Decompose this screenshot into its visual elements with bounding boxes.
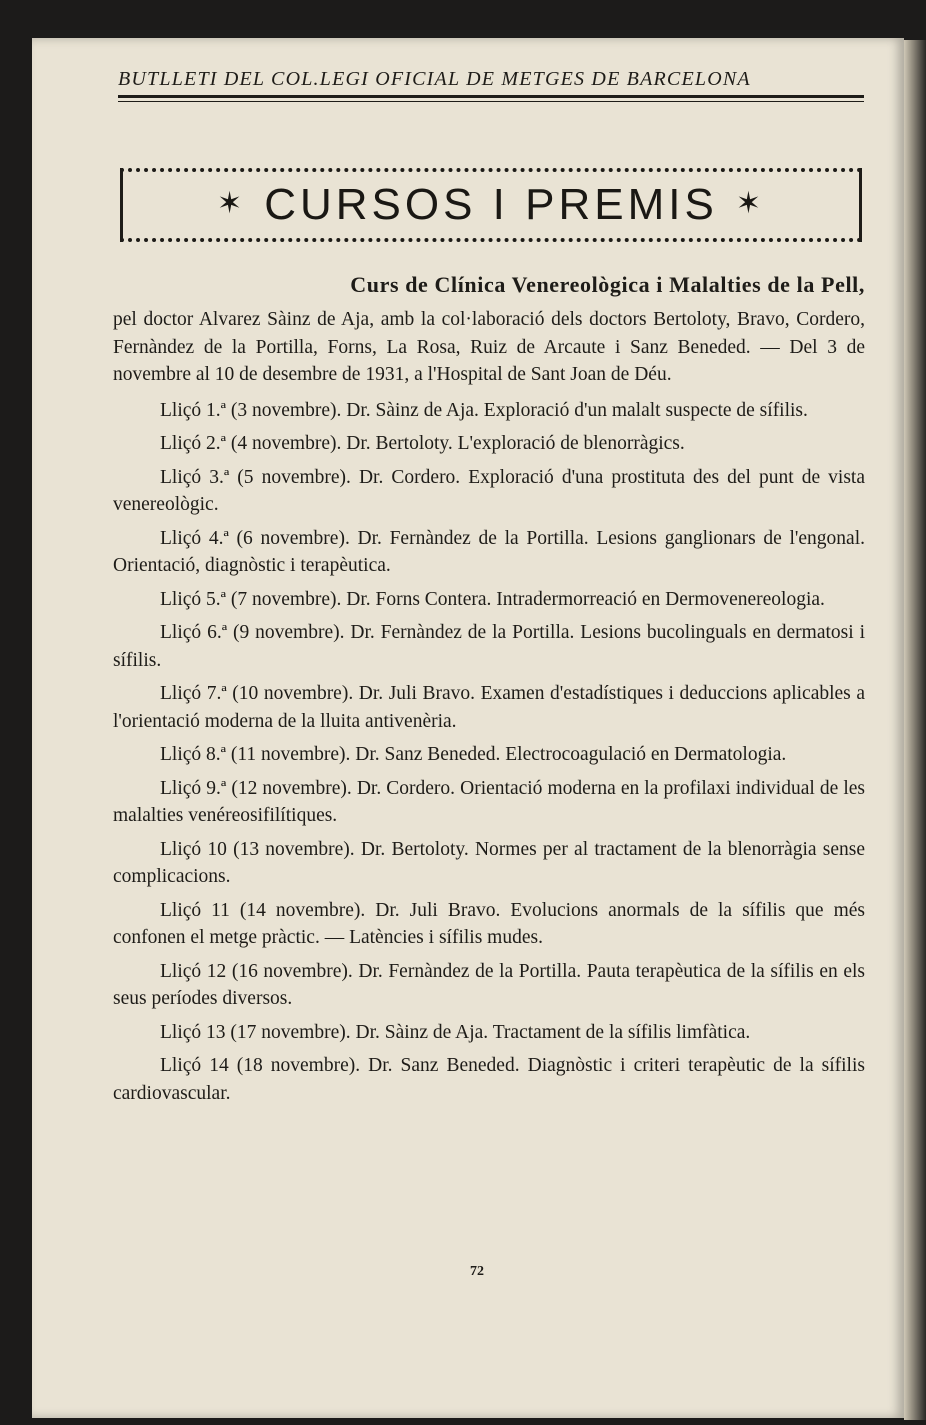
header-rule [118,95,864,98]
lesson-item: Lliçó 11 (14 novembre). Dr. Juli Bravo. Evolucions anormals de la sífilis que més confonen el metge pràctic. — Latències i sífilis mudes. [113,899,865,948]
running-head: BUTLLETI DEL COL.LEGI OFICIAL DE METGES DE BARCELONA [118,68,751,90]
course-title: Curs de Clínica Venereològica i Malalties de la Pell, [350,272,865,297]
star-icon: ✶ [217,187,247,220]
lesson-item: Lliçó 1.ª (3 novembre). Dr. Sàinz de Aja. Exploració d'un malalt suspecte de sífilis. [160,399,808,421]
lesson-item: Lliçó 14 (18 novembre). Dr. Sanz Beneded. Diagnòstic i criteri terapèutic de la sífilis cardiovascular. [113,1055,865,1104]
section-title: CURSOS I PREMIS [264,180,718,229]
lesson-item: Lliçó 13 (17 novembre). Dr. Sàinz de Aja. Tractament de la sífilis limfàtica. [160,1021,751,1043]
section-banner [120,168,862,242]
lesson-item: Lliçó 3.ª (5 novembre). Dr. Cordero. Exploració d'una prostituta des del punt de vista venereològic. [113,466,865,515]
lesson-item: Lliçó 8.ª (11 novembre). Dr. Sanz Beneded. Electrocoagulació en Dermatologia. [160,744,787,765]
article-body [113,270,865,1113]
header-rule-thin [118,101,864,102]
course-intro: pel doctor Alvarez Sàinz de Aja, amb la col·laboració dels doctors Bertoloty, Bravo, Cordero, Fernàndez de la Portilla, Forns, La Rosa, Ruiz de Arcaute i Sanz Beneded. — Del 3 de novembre al 10 de desembre de 1931, a l'Hospital de Sant Joan de Déu. [113,309,865,385]
star-icon: ✶ [735,187,765,220]
lesson-item: Lliçó 2.ª (4 novembre). Dr. Bertoloty. L'exploració de blenorràgics. [160,433,685,454]
lesson-item: Lliçó 5.ª (7 novembre). Dr. Forns Contera. Intradermorreació en Dermovenereologia. [160,588,825,610]
lesson-item: Lliçó 6.ª (9 novembre). Dr. Fernàndez de la Portilla. Lesions bucolinguals en dermatosi i sífilis. [113,622,865,671]
book-spine [904,40,926,1420]
page-number: 72 [470,1264,484,1279]
lesson-item: Lliçó 4.ª (6 novembre). Dr. Fernàndez de la Portilla. Lesions ganglionars de l'engonal. Orientació, diagnòstic i terapèutica. [113,527,865,576]
lesson-item: Lliçó 12 (16 novembre). Dr. Fernàndez de la Portilla. Pauta terapèutica de la sífilis en els seus períodes diversos. [113,960,865,1009]
lesson-item: Lliçó 7.ª (10 novembre). Dr. Juli Bravo. Examen d'estadístiques i deduccions aplicables a l'orientació moderna de la lluita antivenèria. [113,683,865,732]
lesson-item: Lliçó 10 (13 novembre). Dr. Bertoloty. Normes per al tractament de la blenorràgia sense complicacions. [113,838,865,887]
lesson-item: Lliçó 9.ª (12 novembre). Dr. Cordero. Orientació moderna en la profilaxi individual de les malalties venéreosifilítiques. [113,777,865,826]
